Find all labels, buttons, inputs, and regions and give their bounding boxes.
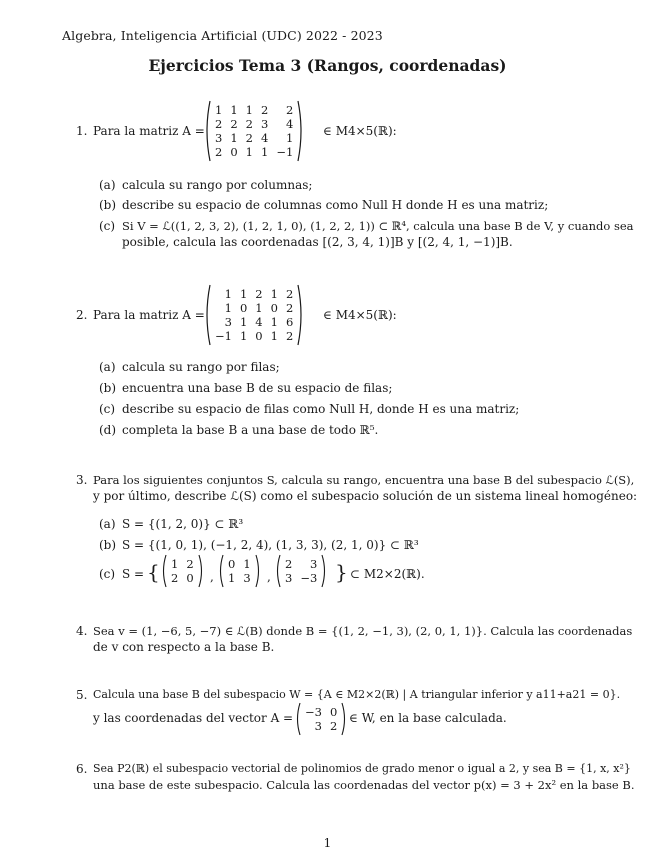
matrix-cell: 2 (171, 571, 179, 585)
exercise-4-text: Sea v = (1, −6, 5, −7) ∈ ℒ(B) donde B = {(1, 2, −1, 3), (2, 0, 1, 1)}. Calcula las coordenadas (93, 624, 633, 638)
ex3-item-b-text: S = {(1, 0, 1), (−1, 2, 4), (1, 3, 3), (2, 1, 0)} ⊂ ℝ³ (122, 538, 419, 552)
ex2-item-b-label: (b) (99, 381, 117, 395)
right-paren-icon (321, 554, 328, 588)
ex3-matrix-3 (274, 554, 328, 588)
matrix-cell: 1 (245, 145, 253, 159)
exercise-2-lead: Para la matriz A = (93, 308, 205, 322)
left-brace-icon: { (147, 560, 160, 584)
exercise-3-number: 3. (76, 473, 88, 487)
ex3-item-c-text: S = (122, 567, 145, 581)
page-number: 1 (323, 836, 332, 850)
exercise-1-number: 1. (76, 124, 88, 138)
matrix-cell: 1 (243, 557, 251, 571)
ex1-item-b-label: (b) (99, 198, 117, 212)
ex3-matrix-1 (160, 554, 205, 588)
exercise-5-number: 5. (76, 688, 88, 702)
left-paren-icon (294, 702, 301, 736)
matrix-cell: 3 (309, 557, 318, 571)
matrix-cell: 2 (245, 117, 253, 131)
ex1-item-c-text: Si V = ℒ((1, 2, 3, 2), (1, 2, 1, 0), (1, 2, 2, 1)) ⊂ ℝ⁴, calcula una base B de V, y cuando sea (122, 219, 634, 233)
exercise-2-matrix (203, 284, 305, 346)
matrix-cell: 3 (285, 571, 293, 585)
matrix-cell: 1 (239, 287, 248, 301)
exercise-6-text: Sea P2(ℝ) el subespacio vectorial de polinomios de grado menor o igual a 2, y sea B = {1, x, x²} (93, 762, 631, 775)
exercise-3-text2: y por último, describe ℒ(S) como el subespacio solución de un sistema lineal homogéneo: (93, 489, 638, 503)
ex3-item-b-label: (b) (99, 538, 117, 552)
matrix-cell: 1 (245, 103, 253, 117)
matrix-cell: 1 (270, 329, 278, 343)
matrix-cell: 0 (239, 301, 248, 315)
ex1-item-c-text2: posible, calcula las coordenadas [(2, 3, 4, 1)]B y [(2, 4, 1, −1)]B. (122, 235, 513, 249)
matrix-cell: 0 (230, 145, 238, 159)
ex3-item-c-tail: ⊂ M2×2(ℝ). (350, 567, 425, 581)
exercise-4-number: 4. (76, 624, 88, 638)
matrix-cell: 2 (285, 329, 294, 343)
matrix-cell: 0 (255, 329, 263, 343)
matrix-cell: 1 (270, 315, 278, 329)
matrix-cell: 3 (260, 117, 269, 131)
exercise-1-matrix (203, 100, 305, 162)
ex1-item-a-label: (a) (99, 178, 116, 192)
ex2-item-a-label: (a) (99, 360, 116, 374)
matrix-cell: 0 (186, 571, 194, 585)
ex3-item-a-text: S = {(1, 2, 0)} ⊂ ℝ³ (122, 517, 244, 531)
matrix-cell: 0 (270, 301, 278, 315)
right-paren-icon (198, 554, 205, 588)
exercise-5-tail: ∈ W, en la base calculada. (349, 711, 507, 725)
matrix-cell: 1 (224, 301, 232, 315)
matrix-cell: 2 (260, 103, 269, 117)
exercise-6-text2: una base de este subespacio. Calcula las coordenadas del vector p(x) = 3 + 2x² en la base B. (93, 778, 635, 792)
right-paren-icon (255, 554, 262, 588)
right-paren-icon (341, 702, 348, 736)
matrix-cell: 2 (285, 103, 294, 117)
ex3-item-a-label: (a) (99, 517, 116, 531)
ex3-item-c-label: (c) (99, 567, 116, 581)
matrix-cell: 3 (215, 131, 223, 145)
matrix-cell: 0 (228, 557, 236, 571)
exercise-2-number: 2. (76, 308, 88, 322)
left-paren-icon (217, 554, 224, 588)
matrix-cell: 4 (285, 117, 294, 131)
matrix-cell: 1 (260, 145, 269, 159)
right-paren-icon (297, 100, 305, 162)
exercise-2-space: ∈ M4×5(ℝ): (323, 308, 397, 322)
matrix-cell: −1 (215, 329, 232, 343)
left-paren-icon (274, 554, 281, 588)
ex1-item-b-text: describe su espacio de columnas como Null H donde H es una matriz; (122, 198, 549, 212)
ex2-item-c-label: (c) (99, 402, 116, 416)
matrix-cell: 1 (270, 287, 278, 301)
left-paren-icon (160, 554, 167, 588)
matrix-cell: 2 (255, 287, 263, 301)
exercise-4-text2: de v con respecto a la base B. (93, 640, 275, 654)
ex1-item-a-text: calcula su rango por columnas; (122, 178, 313, 192)
left-paren-icon (203, 100, 211, 162)
exercise-5-text: Calcula una base B del subespacio W = {A ∈ M2×2(ℝ) | A triangular inferior y a11+a21 = 0}. (93, 688, 621, 701)
matrix-cell: 4 (260, 131, 269, 145)
matrix-cell: −1 (276, 145, 294, 159)
course-header: Algebra, Inteligencia Artificial (UDC) 2022 - 2023 (62, 28, 383, 43)
matrix-cell: 3 (224, 315, 232, 329)
ex2-item-d-text: completa la base B a una base de todo ℝ⁵. (122, 423, 379, 437)
ex2-item-c-text: describe su espacio de filas como Null H, donde H es una matriz; (122, 402, 520, 416)
matrix-cell: 1 (239, 315, 248, 329)
ex2-item-d-label: (d) (99, 423, 117, 437)
right-brace-icon: } (335, 560, 348, 584)
matrix-cell: 4 (255, 315, 263, 329)
exercise-1-lead: Para la matriz A = (93, 124, 205, 138)
matrix-cell: 1 (228, 571, 236, 585)
matrix-cell: 3 (243, 571, 251, 585)
matrix-cell: 2 (285, 557, 293, 571)
matrix-cell: 1 (239, 329, 248, 343)
matrix-cell: 2 (285, 301, 294, 315)
ex1-item-c-label: (c) (99, 219, 116, 233)
right-paren-icon (297, 284, 305, 346)
matrix-cell: 3 (314, 719, 322, 733)
matrix-cell: 6 (285, 315, 294, 329)
page-title: Ejercicios Tema 3 (Rangos, coordenadas) (148, 56, 507, 75)
exercise-1-space: ∈ M4×5(ℝ): (323, 124, 397, 138)
comma-separator: , (267, 570, 271, 584)
left-paren-icon (203, 284, 211, 346)
ex3-matrix-2 (217, 554, 262, 588)
exercise-3-text: Para los siguientes conjuntos S, calcula su rango, encuentra una base B del subespacio ℒ(S), (93, 473, 635, 487)
matrix-cell: 1 (285, 131, 294, 145)
matrix-cell: −3 (300, 571, 318, 585)
matrix-cell: 2 (215, 117, 223, 131)
matrix-cell: 2 (215, 145, 223, 159)
ex2-item-a-text: calcula su rango por filas; (122, 360, 280, 374)
matrix-cell: 1 (224, 287, 232, 301)
matrix-cell: 2 (329, 719, 338, 733)
matrix-cell: 1 (255, 301, 263, 315)
matrix-cell: 1 (230, 103, 238, 117)
exercise-5-matrix (294, 702, 348, 736)
matrix-cell: 1 (171, 557, 179, 571)
ex2-item-b-text: encuentra una base B de su espacio de filas; (122, 381, 393, 395)
matrix-cell: −3 (305, 705, 322, 719)
matrix-cell: 1 (215, 103, 223, 117)
matrix-cell: 2 (186, 557, 194, 571)
comma-separator: , (210, 570, 214, 584)
matrix-cell: 0 (329, 705, 338, 719)
exercise-6-number: 6. (76, 762, 88, 776)
matrix-cell: 2 (285, 287, 294, 301)
matrix-cell: 2 (230, 117, 238, 131)
exercise-5-text2: y las coordenadas del vector A = (93, 711, 294, 725)
matrix-cell: 1 (230, 131, 238, 145)
matrix-cell: 2 (245, 131, 253, 145)
